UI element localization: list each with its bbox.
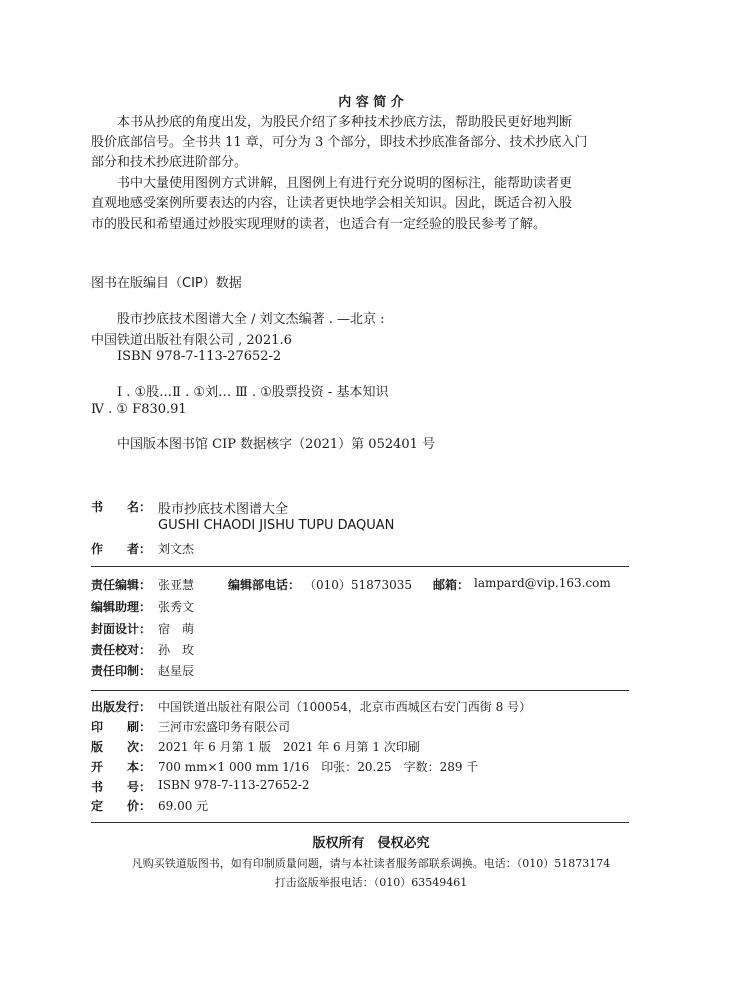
intro-para2-line3: 市的股民和希望通过炒股实现理财的读者，也适合有一定经验的股民参考了解。	[91, 217, 547, 232]
divider	[91, 690, 629, 691]
piracy-hotline: 打击盗版举报电话：（010）63549461	[274, 876, 468, 889]
edition-label: 版 次：	[91, 740, 152, 754]
author-label: 作 者：	[91, 542, 152, 556]
publisher-label: 出版发行：	[91, 700, 152, 714]
intro-para1-line2: 股价底部信号。全书共 11 章，可分为 3 个部分，即技术抄底准备部分、技术抄底入门	[91, 135, 588, 150]
edition: 2021 年 6 月第 1 版 2021 年 6 月第 1 次印刷	[158, 740, 420, 754]
assistant-name: 张秀文	[158, 600, 195, 614]
book-title: 股市抄底技术图谱大全	[158, 502, 289, 517]
editor-email: lampard@vip.163.com	[474, 576, 611, 590]
editor-phone: （010）51873035	[304, 578, 412, 592]
intro-para1-line1: 本书从抄底的角度出发，为股民介绍了多种技术抄底方法，帮助股民更好地判断	[117, 115, 573, 130]
cip-heading: 图书在版编目（CIP）数据	[91, 276, 242, 291]
publisher: 中国铁道出版社有限公司（100054，北京市西城区右安门西街 8 号）	[158, 700, 532, 714]
editor-label: 责任编辑：	[91, 578, 152, 592]
cip-line: Ⅰ . ①股…Ⅱ . ①刘… Ⅲ . ①股票投资 - 基本知识	[117, 385, 389, 400]
email-label: 邮箱：	[433, 578, 470, 592]
book-title-pinyin: GUSHI CHAODI JISHU TUPU DAQUAN	[158, 518, 395, 533]
cip-line: 中国版本图书馆 CIP 数据核字（2021）第 052401 号	[117, 437, 436, 452]
printer: 三河市宏盛印务有限公司	[158, 720, 291, 734]
cover-label: 封面设计：	[91, 622, 152, 636]
print-responsible: 赵星辰	[158, 664, 195, 678]
intro-title: 内 容 简 介	[338, 95, 404, 110]
cover-designer: 宿 萌	[158, 622, 195, 636]
price: 69.00 元	[158, 799, 209, 813]
divider	[91, 566, 629, 567]
phone-label: 编辑部电话：	[228, 578, 301, 592]
editor-name: 张亚慧	[158, 578, 195, 592]
price-label: 定 价：	[91, 799, 152, 813]
quality-notice: 凡购买铁道版图书，如有印制质量问题，请与本社读者服务部联系调换。电话：（010）51873174	[131, 857, 611, 870]
title-label: 书 名：	[91, 500, 152, 514]
proofreader: 孙 玫	[158, 643, 195, 657]
isbn-label: 书 号：	[91, 780, 152, 794]
cip-line: 股市抄底技术图谱大全 / 刘文杰编著 . —北京 :	[117, 312, 385, 327]
isbn: ISBN 978-7-113-27652-2	[158, 778, 310, 792]
cip-line: Ⅳ . ① F830.91	[91, 402, 187, 417]
copyright-notice: 版权所有 侵权必究	[312, 836, 430, 851]
print-resp-label: 责任印制：	[91, 664, 152, 678]
divider	[91, 822, 629, 823]
format: 700 mm×1 000 mm 1/16 印张：20.25 字数：289 千	[158, 760, 479, 774]
intro-para1-line3: 部分和技术抄底进阶部分。	[91, 155, 248, 170]
intro-para2-line1: 书中大量使用图例方式讲解，且图例上有进行充分说明的图标注，能帮助读者更	[117, 176, 573, 191]
book-author: 刘文杰	[158, 542, 195, 556]
intro-para2-line2: 直观地感受案例所要表达的内容，让读者更快地学会相关知识。因此，既适合初入股	[91, 196, 573, 211]
proof-label: 责任校对：	[91, 643, 152, 657]
printer-label: 印 刷：	[91, 720, 152, 734]
format-label: 开 本：	[91, 760, 152, 774]
cip-line: 中国铁道出版社有限公司 , 2021.6	[91, 333, 292, 348]
cip-line: ISBN 978-7-113-27652-2	[117, 349, 282, 364]
assistant-label: 编辑助理：	[91, 600, 152, 614]
